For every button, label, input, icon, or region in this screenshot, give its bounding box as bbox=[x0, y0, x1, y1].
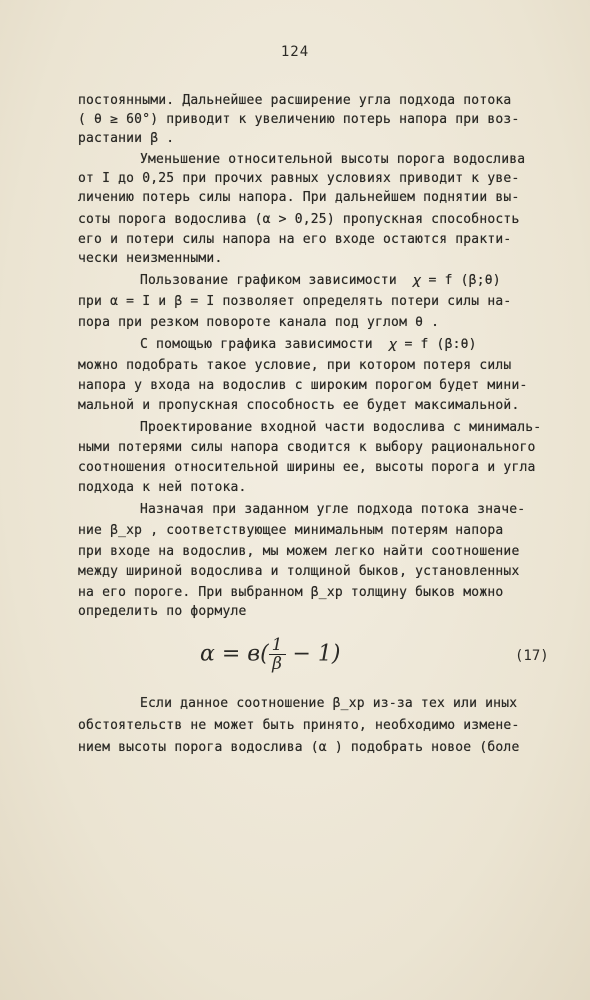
text-line-7: соты порога водослива (α > 0,25) пропускная способность bbox=[78, 212, 520, 227]
text-line-3: растании β . bbox=[78, 131, 175, 146]
equation-number: (17) bbox=[515, 648, 549, 664]
text-line-29: нием высоты порога водослива (α ) подобрать новое (боле bbox=[78, 740, 520, 755]
text-line-9: чески неизменными. bbox=[78, 251, 223, 266]
formula-numerator: 1 bbox=[269, 636, 286, 655]
text-line-19: соотношения относительной ширины ее, высоты порога и угла bbox=[78, 460, 536, 475]
text-line-12: пора при резком повороте канала под углом θ . bbox=[78, 315, 440, 330]
text-line-22: ние β_хр , соответствующее минимальным потерям напора bbox=[78, 523, 504, 538]
text-line-26: определить по формуле bbox=[78, 604, 247, 619]
text-line-20: подхода к ней потока. bbox=[78, 480, 247, 495]
text-line-27: Если данное соотношение β_хр из-за тех или иных bbox=[140, 696, 518, 711]
text-line-17: Проектирование входной части водослива с минималь- bbox=[140, 420, 542, 435]
formula-tail: − 1) bbox=[285, 641, 341, 667]
formula-denominator: β bbox=[272, 654, 282, 674]
text-line-23: при входе на водослив, мы можем легко найти соотношение bbox=[78, 544, 520, 559]
text-line-18: ными потерями силы напора сводится к выбору рационального bbox=[78, 440, 536, 455]
text-line-16: мальной и пропускная способность ее будет максимальной. bbox=[78, 398, 520, 413]
text-line-13: С помощью графика зависимости 𝜒 = f (β:θ) bbox=[140, 337, 477, 352]
page-number: 124 bbox=[280, 44, 310, 60]
formula-17 bbox=[200, 636, 341, 673]
formula-fraction bbox=[269, 636, 286, 673]
text-line-4: Уменьшение относительной высоты порога водослива bbox=[140, 152, 526, 167]
text-line-5: от I до 0,25 при прочих равных условиях приводит к уве- bbox=[78, 171, 520, 186]
text-line-2: ( θ ≥ 60°) приводит к увеличению потерь напора при воз- bbox=[78, 112, 520, 127]
text-line-15: напора у входа на водослив с широким порогом будет мини- bbox=[78, 378, 528, 393]
text-line-10: Пользование графиком зависимости 𝜒 = f (β;θ) bbox=[140, 273, 501, 288]
text-line-28: обстоятельств не может быть принято, необходимо измене- bbox=[78, 718, 520, 733]
text-line-6: личению потерь силы напора. При дальнейшем поднятии вы- bbox=[78, 190, 520, 205]
text-line-1: постоянными. Дальнейшее расширение угла подхода потока bbox=[78, 93, 512, 108]
text-line-14: можно подобрать такое условие, при котором потеря силы bbox=[78, 358, 512, 373]
text-line-25: на его пороге. При выбранном β_хр толщину быков можно bbox=[78, 585, 504, 600]
text-line-11: при α = I и β = I позволяет определять потери силы на- bbox=[78, 294, 512, 309]
text-line-21: Назначая при заданном угле подхода потока значе- bbox=[140, 502, 526, 517]
formula-lhs: α = в( bbox=[200, 641, 269, 667]
text-line-24: между шириной водослива и толщиной быков, установленных bbox=[78, 564, 520, 579]
text-line-8: его и потери силы напора на его входе остаются практи- bbox=[78, 232, 512, 247]
